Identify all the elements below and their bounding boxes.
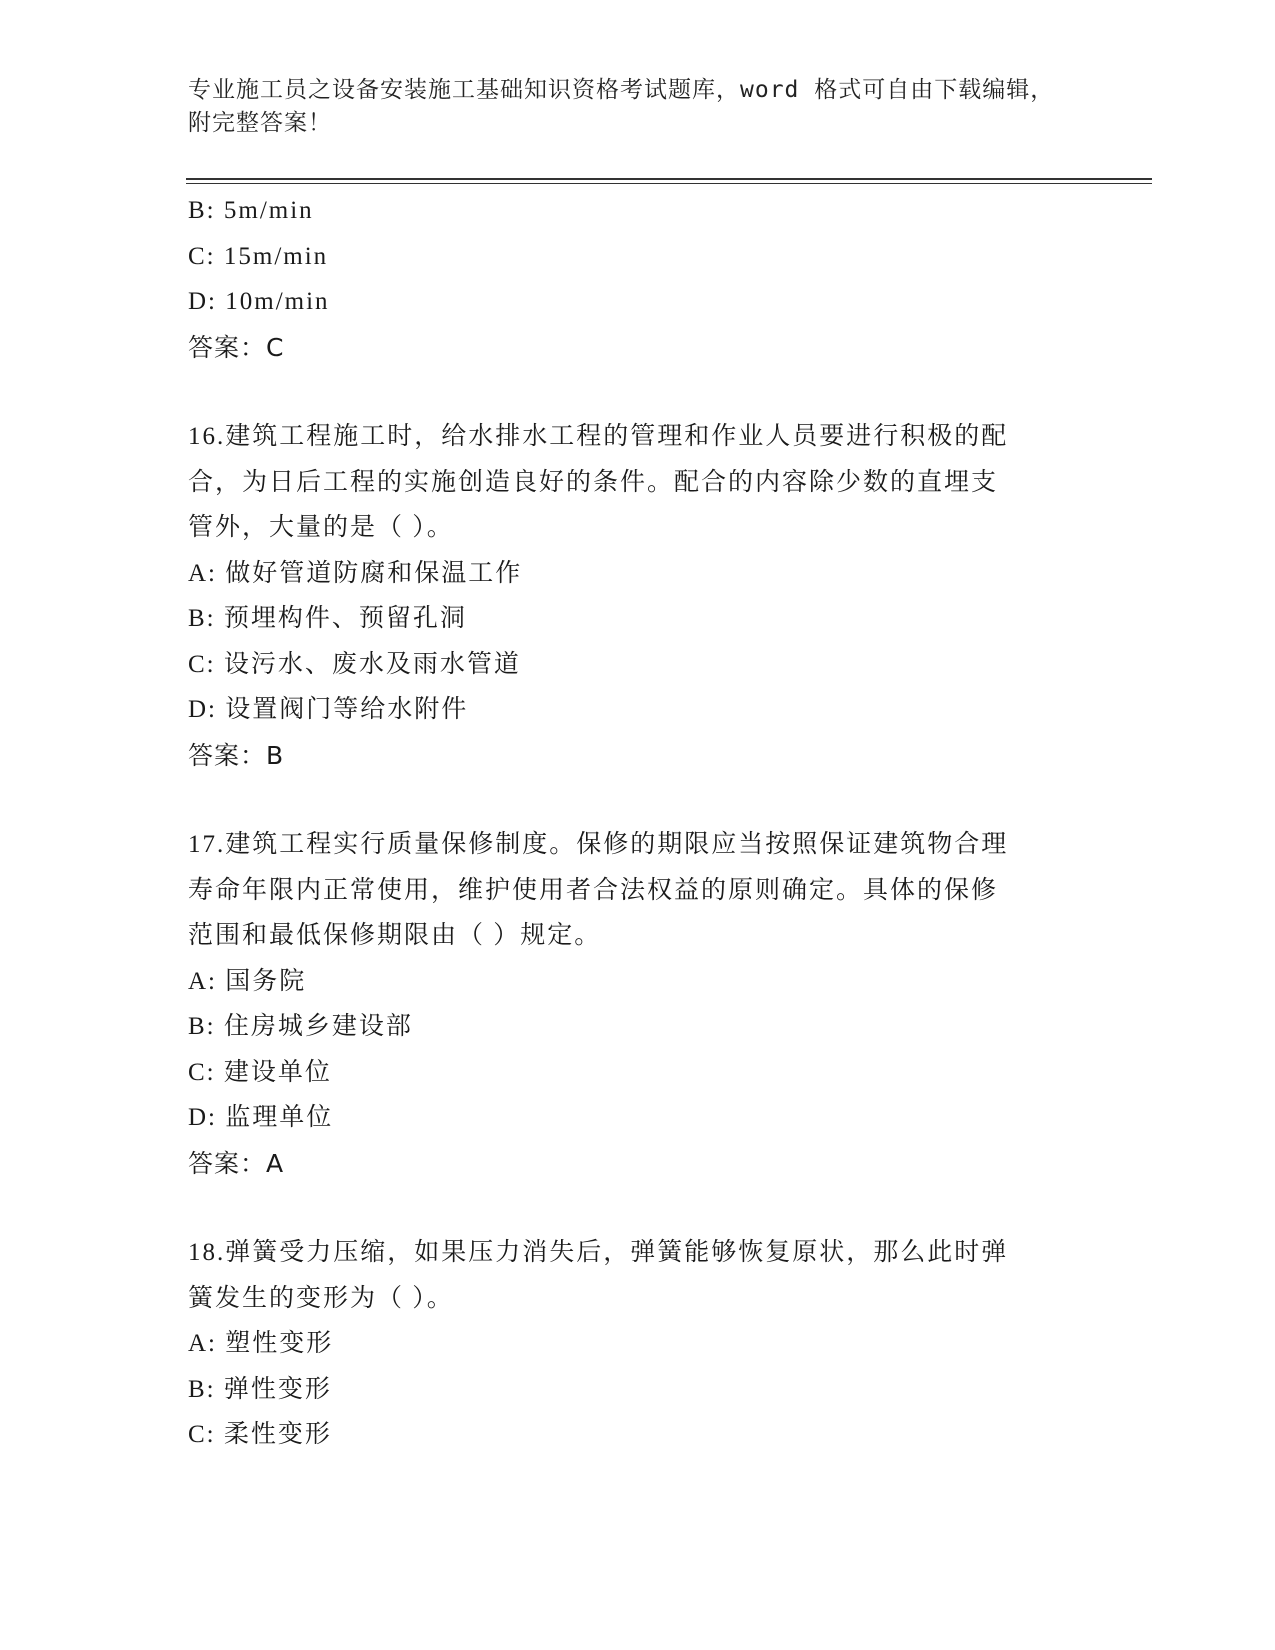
answer-line: 答案：B [188,740,285,770]
option-d: D: 10m/min [188,288,330,315]
question-text-line: 管外，大量的是（ ）。 [188,514,454,541]
header-line-2: 附完整答案！ [188,110,332,136]
document-header [188,74,1148,140]
question-text-line: 范围和最低保修期限由（ ）规定。 [188,922,602,949]
question-17 [188,822,1088,1186]
question-text-line: 17.建筑工程实行质量保修制度。保修的期限应当按照保证建筑物合理 [188,831,1009,858]
question-text-line: 16.建筑工程施工时，给水排水工程的管理和作业人员要进行积极的配 [188,423,1009,450]
option-c: C: 柔性变形 [188,1421,332,1448]
answer-line: 答案：C [188,332,285,362]
question-content [188,188,1088,1458]
option-b: B: 弹性变形 [188,1375,332,1403]
header-divider-thick [186,178,1152,180]
answer-line: 答案：A [188,1148,285,1178]
header-line-1: 专业施工员之设备安装施工基础知识资格考试题库，word 格式可自由下载编辑， [188,77,1055,103]
question-text-line: 合，为日后工程的实施创造良好的条件。配合的内容除少数的直埋支 [188,468,999,496]
option-b: B: 5m/min [188,197,314,224]
question-16 [188,414,1088,778]
option-c: C: 15m/min [188,242,329,270]
question-text-line: 簧发生的变形为（ ）。 [188,1284,454,1312]
option-b: B: 住房城乡建设部 [188,1013,413,1040]
option-c: C: 建设单位 [188,1058,332,1086]
option-d: D: 设置阀门等给水附件 [188,696,469,723]
option-b: B: 预埋构件、预留孔洞 [188,605,467,632]
option-d: D: 监理单位 [188,1104,334,1131]
question-text-line: 寿命年限内正常使用，维护使用者合法权益的原则确定。具体的保修 [188,876,999,904]
option-a: A: 塑性变形 [188,1330,334,1357]
question-text-line: 18.弹簧受力压缩，如果压力消失后，弹簧能够恢复原状，那么此时弹 [188,1239,1009,1266]
option-a: A: 国务院 [188,967,307,995]
option-c: C: 设污水、废水及雨水管道 [188,650,521,678]
previous-question-tail [188,188,1088,370]
question-18 [188,1230,1088,1458]
header-divider-thin [186,183,1152,184]
option-a: A: 做好管道防腐和保温工作 [188,559,523,587]
